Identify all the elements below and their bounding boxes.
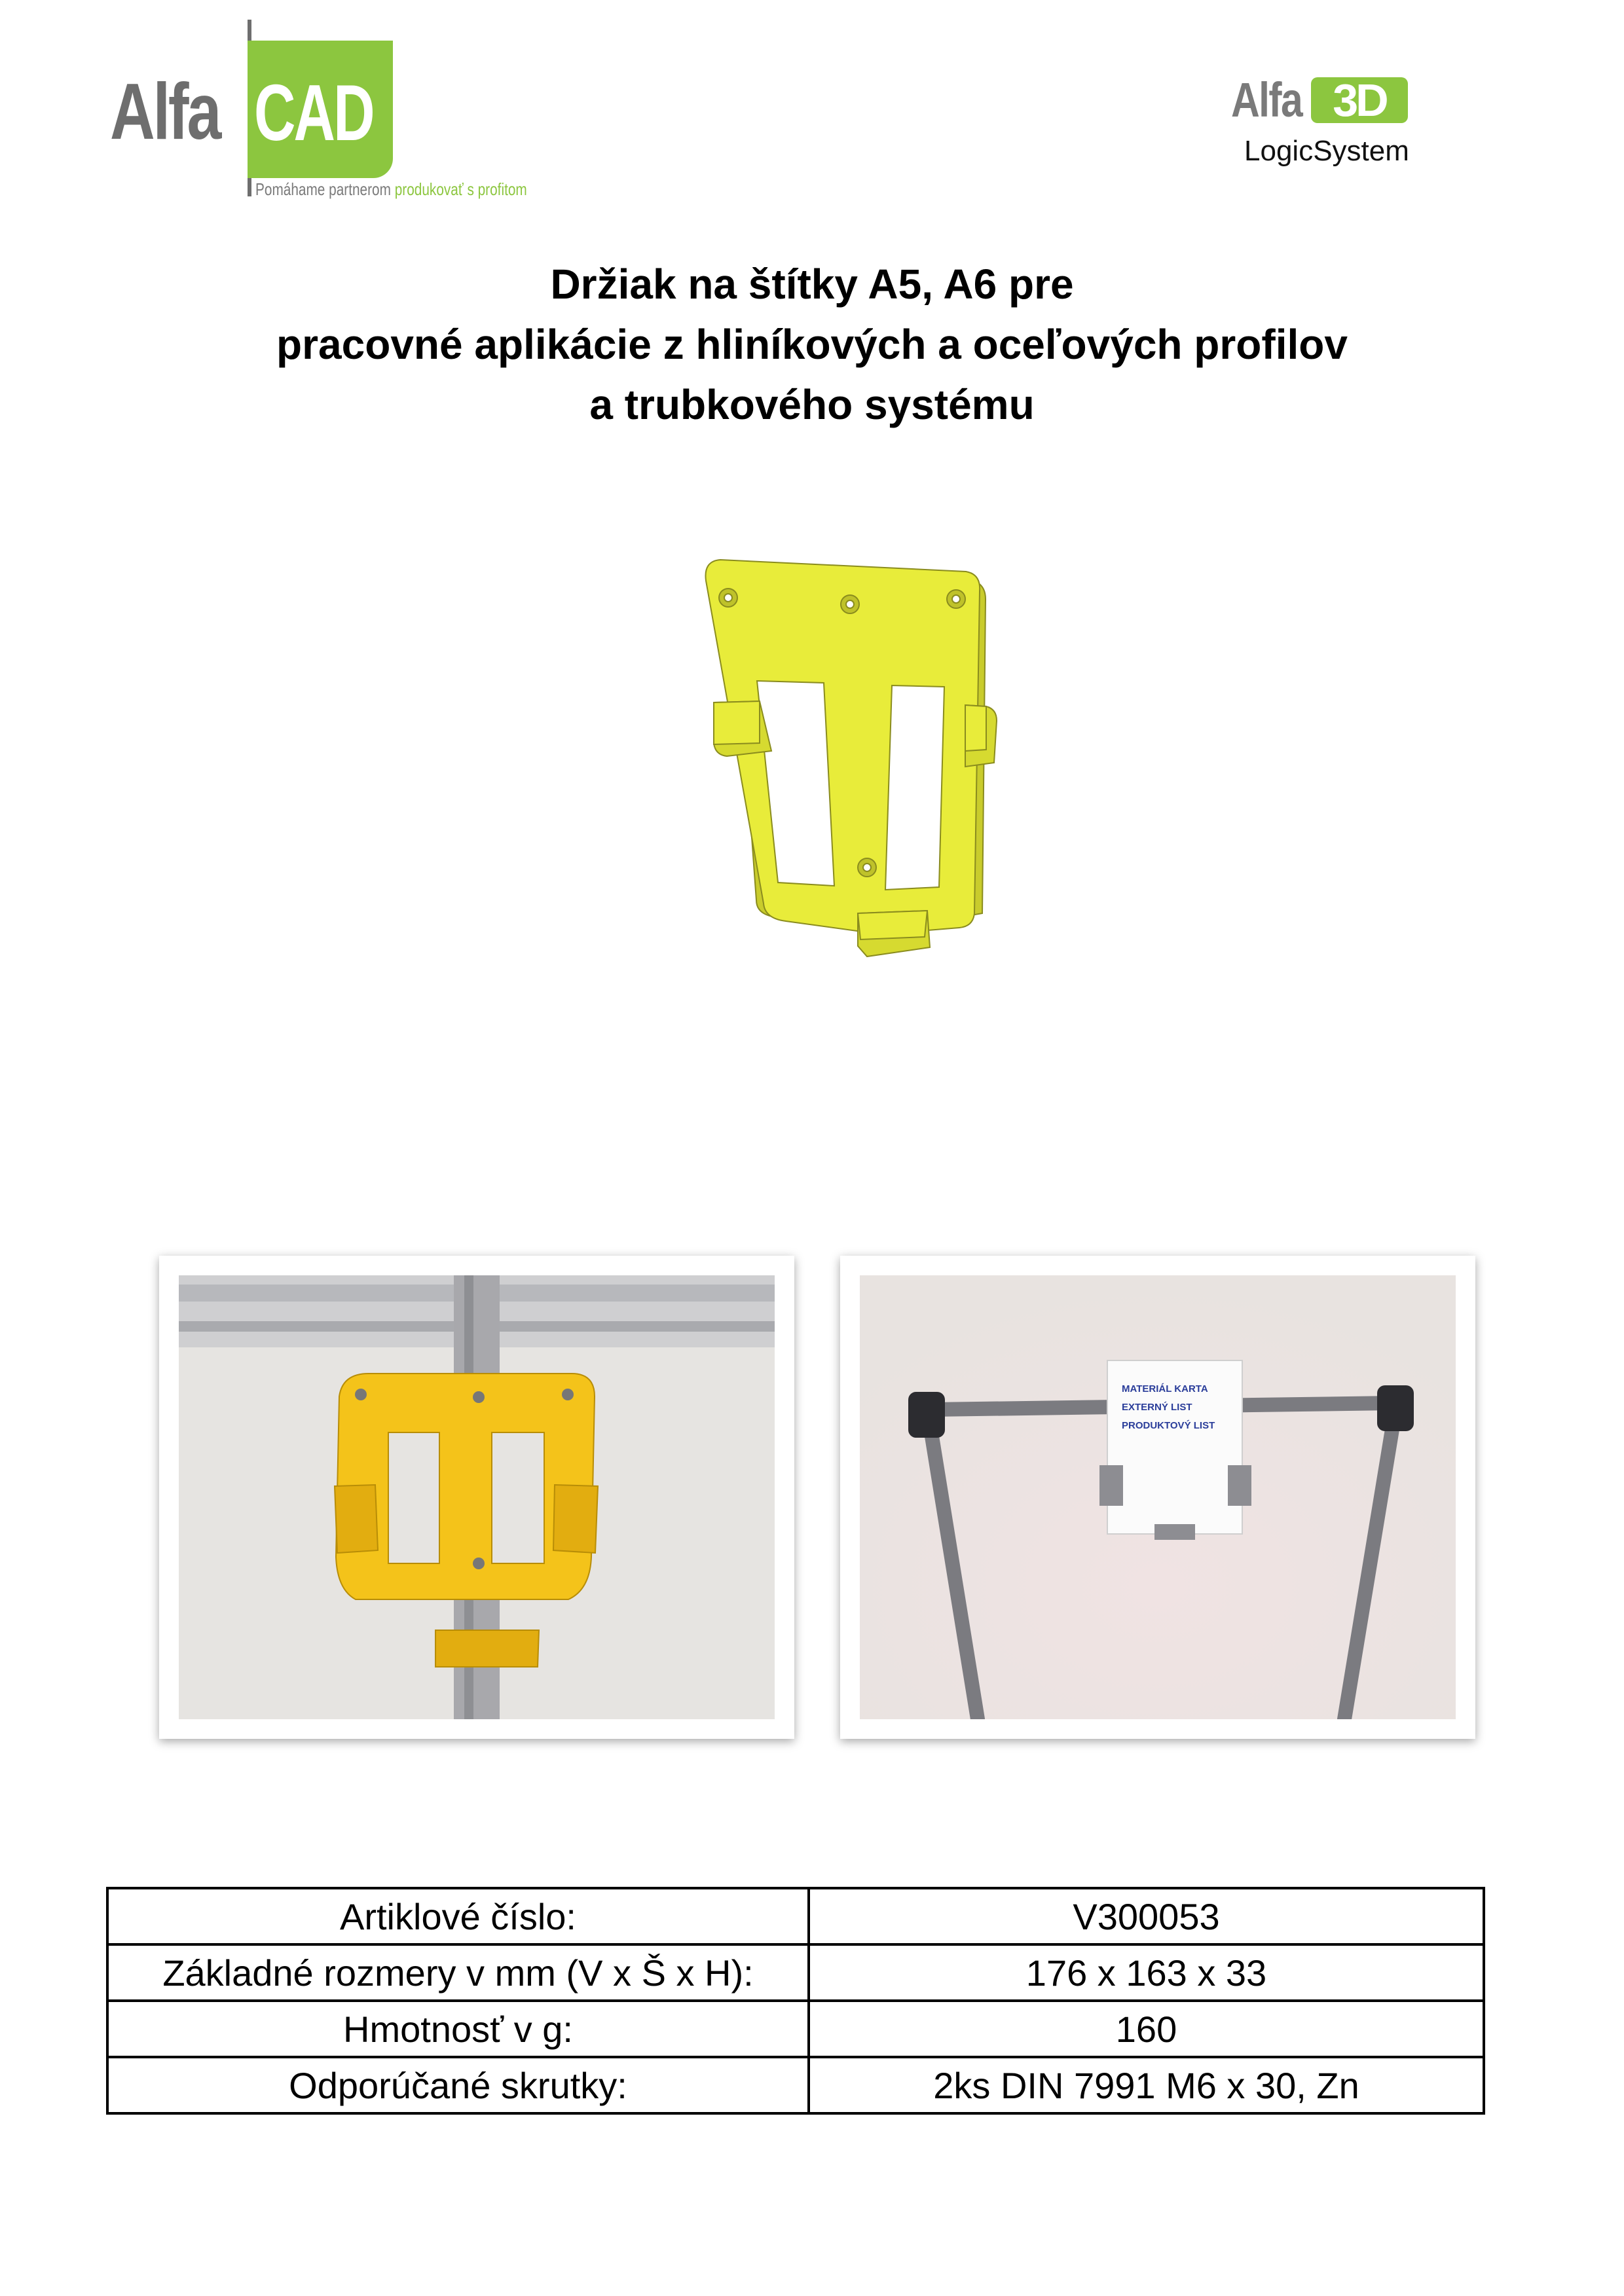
tube-joint-left bbox=[908, 1392, 945, 1438]
photo-profile-mount bbox=[159, 1256, 794, 1739]
label-card-line-3: PRODUKTOVÝ LIST bbox=[1122, 1420, 1215, 1431]
spec-row-dimensions bbox=[107, 1944, 1484, 2001]
photo-tube-mount-svg bbox=[860, 1275, 1456, 1719]
document-title bbox=[0, 254, 1624, 435]
photo-tube-mount bbox=[840, 1256, 1475, 1739]
label-card-line-2: EXTERNÝ LIST bbox=[1122, 1402, 1192, 1413]
alfacad-logo bbox=[110, 20, 542, 203]
spec-label: Hmotnosť v g: bbox=[107, 2001, 809, 2057]
spec-row-article-number bbox=[107, 1888, 1484, 1944]
alfa3d-logo bbox=[1231, 72, 1428, 177]
spec-row-weight bbox=[107, 2001, 1484, 2057]
spec-value: 176 x 163 x 33 bbox=[809, 1944, 1484, 2001]
label-card-line-1: MATERIÁL KARTA bbox=[1122, 1383, 1208, 1394]
alfa3d-logo-alfa: Alfa bbox=[1231, 73, 1302, 127]
photo-profile-mount-svg bbox=[179, 1275, 775, 1719]
spec-value: 2ks DIN 7991 M6 x 30, Zn bbox=[809, 2057, 1484, 2113]
spec-label: Artiklové číslo: bbox=[107, 1888, 809, 1944]
title-line-3: a trubkového systému bbox=[589, 381, 1035, 428]
alfacad-tagline bbox=[255, 179, 527, 200]
spec-row-screws bbox=[107, 2057, 1484, 2113]
tagline-highlight: produkovať s profitom bbox=[394, 179, 527, 199]
spec-table bbox=[106, 1887, 1485, 2115]
alfa3d-logo-3d: 3D bbox=[1311, 77, 1408, 123]
product-render-svg bbox=[694, 547, 1035, 1005]
spec-value: 160 bbox=[809, 2001, 1484, 2057]
alfa3d-logo-subtitle: LogicSystem bbox=[1244, 135, 1409, 167]
product-render bbox=[694, 547, 1035, 1005]
alfacad-logo-alfa: Alfa bbox=[110, 67, 220, 156]
title-line-2: pracovné aplikácie z hliníkových a oceľových profilov bbox=[276, 321, 1348, 368]
tube-joint-right bbox=[1377, 1385, 1414, 1431]
tagline-prefix: Pomáhame partnerom bbox=[255, 179, 395, 199]
spec-label: Odporúčané skrutky: bbox=[107, 2057, 809, 2113]
title-line-1: Držiak na štítky A5, A6 pre bbox=[550, 261, 1074, 308]
spec-label: Základné rozmery v mm (V x Š x H): bbox=[107, 1944, 809, 2001]
spec-value: V300053 bbox=[809, 1888, 1484, 1944]
alfacad-logo-cad: CAD bbox=[254, 68, 373, 157]
